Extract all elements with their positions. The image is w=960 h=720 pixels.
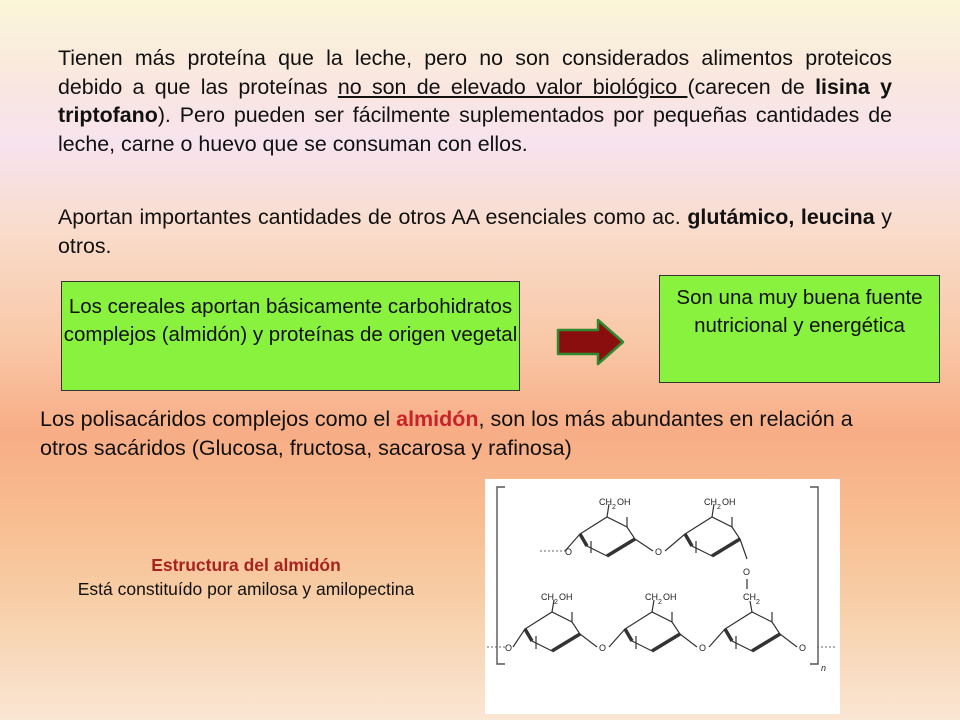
label-oxygen: O (565, 547, 573, 557)
caption-text: Está constituído por amilosa y amilopectina (77, 579, 415, 599)
underlined-text: no son de elevado valor biológico (337, 74, 688, 99)
label-ch2 (743, 592, 760, 606)
glucose-ring (685, 504, 740, 556)
svg-text:CH: CH (704, 497, 717, 507)
label-oxygen: O (699, 643, 707, 653)
label-oxygen: O (799, 643, 807, 653)
svg-text:OH: OH (722, 497, 736, 507)
text-run: ). Pero pueden ser fácilmente suplementados por pequeñas cantidades de leche, carne o huevo que se consuman con ellos. (58, 103, 892, 156)
text-run: (carecen de (687, 74, 816, 99)
svg-text:CH: CH (645, 592, 658, 602)
label-oxygen: O (599, 643, 607, 653)
label-n: n (821, 663, 827, 673)
svg-text:2: 2 (658, 599, 662, 606)
nutrition-box: Son una muy buena fuente nutricional y energética (659, 275, 940, 383)
bold-text: lisina y triptofano (58, 74, 892, 128)
brackets (497, 487, 818, 664)
label-ch2oh (599, 497, 631, 511)
svg-text:2: 2 (717, 504, 721, 511)
glycosidic-bonds (565, 534, 747, 589)
glycosidic-bonds (513, 629, 797, 647)
svg-text:CH: CH (541, 592, 554, 602)
cereals-box: Los cereales aportan básicamente carbohidratos complejos (almidón) y proteínas de origen vegetal (61, 281, 520, 391)
right-arrow-icon (556, 318, 626, 366)
paragraph-protein (58, 44, 892, 158)
label-ch2oh (704, 497, 736, 511)
label-oxygen: O (505, 643, 513, 653)
text-run: Los polisacáridos complejos como el (40, 407, 397, 431)
label-oxygen: O (655, 547, 663, 557)
paragraph-amino-acids (58, 203, 892, 260)
text-run: , son los más abundantes en relación a otros sacáridos (Glucosa, fructosa, sacarosa y rafinosa) (40, 407, 853, 460)
caption-title: Estructura del almidón (151, 555, 341, 575)
label-oxygen: O (743, 567, 751, 577)
text-run: y otros. (58, 205, 892, 258)
glucose-ring (525, 600, 580, 651)
svg-text:CH: CH (743, 592, 756, 602)
paragraph-polysaccharides (40, 405, 890, 463)
svg-text:2: 2 (756, 599, 760, 606)
svg-text:OH: OH (559, 592, 573, 602)
starch-structure-diagram (485, 479, 840, 714)
text-run: Tienen más proteína que la leche, pero no son considerados alimentos proteicos debido a que las proteínas (58, 46, 892, 99)
bold-text: glutámico, leucina (687, 205, 875, 229)
text-run: Aportan importantes cantidades de otros AA esenciales como ac. (58, 205, 688, 229)
starch-caption (66, 553, 426, 601)
label-ch2oh (541, 592, 573, 606)
highlight-text: almidón (396, 407, 479, 431)
svg-text:2: 2 (612, 504, 616, 511)
svg-text:OH: OH (663, 592, 677, 602)
glucose-ring (625, 600, 680, 651)
glucose-ring (725, 601, 780, 651)
label-ch2oh (645, 592, 677, 606)
svg-text:2: 2 (554, 599, 558, 606)
svg-text:CH: CH (599, 497, 612, 507)
glucose-ring (580, 504, 635, 556)
svg-text:OH: OH (617, 497, 631, 507)
